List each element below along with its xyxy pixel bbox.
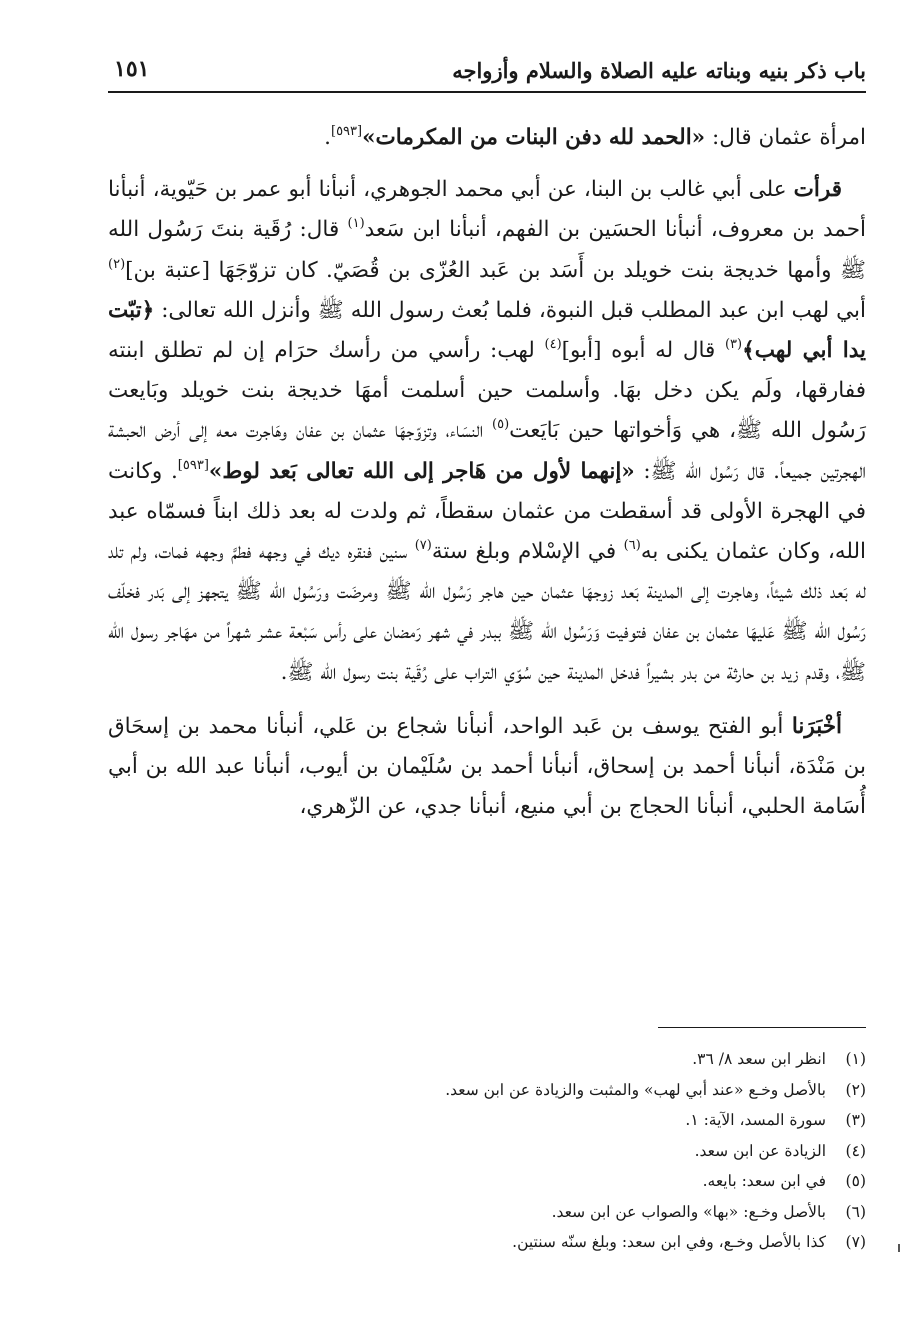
hadith-reference: [٥٩٣] [177, 457, 209, 473]
running-header [108, 56, 866, 90]
footnote-marker[interactable]: (٥) [492, 417, 510, 433]
main-text [108, 118, 866, 827]
text-run: على أبي غالب بن البنا، عن أبي محمد الجوهري، أنبأنا أبو عمر بن حَيّوية، أنبأنا أحمد بن معروف، أنبأنا الحسَين بن الفهم، أنبأنا ابن سَعد [108, 177, 866, 243]
footnote-item [280, 1197, 866, 1228]
paragraph-ruqayya [108, 170, 866, 693]
text-run: أبو الفتح يوسف بن عَبد الواحد، أنبأنا شجاع بن عَلي، أنبأنا محمد بن إسحَاق بن مَنْدَة، أنبأنا أحمد بن إسحاق، أنبأنا أحمد بن سُلَيْمان بن أيوب، أنبأنا عبد الله بن أبي أُسَامة الحلبي، أنبأنا الحجاج بن أبي منيع، أنبأنا جدي، عن الزّهري، [108, 713, 866, 820]
hadith-reference: [٥٩٣] [331, 124, 363, 139]
footnote-divider [658, 1027, 866, 1028]
paragraph-isnad [108, 707, 866, 828]
footnote-text: بالأصل وخـع: «بها» والصواب عن ابن سعد. [551, 1202, 826, 1221]
lead-word: قرأت [793, 177, 842, 203]
text-run: . وكانت في الهجرة الأولى قد أسقطت من عثمان سقطاً، ثم ولدت له بعد ذلك ابناً فسمّاه عبد الله، وكان عثمان يكنى به [108, 458, 866, 565]
footnote-marker[interactable]: (١) [347, 216, 365, 232]
hadith-quotation: «إنهما لأول من هَاجر إلى الله تعالى بَعد لوط» [208, 458, 635, 484]
text-run: لهب: رأسي من رأسك حرَام إن لم تطلق ابنته ففارقها، ولَم يكن دخل بهَا. وأسلمت حين أسلمت أمهَا خديجة بنت خويلد وبَايعت رَسُول الله ﷺ، هي وَأخواتها حين بَايَعت [108, 338, 866, 444]
margin-tick [898, 1244, 900, 1252]
text-run: في الإسْلام وبلغ ستة [431, 539, 624, 565]
text-run: قال: رُقَية بنتَ رَسُول الله ﷺ وأمها خديجة بنت خويلد بن أَسَد بن عَبد العُزّى بن قُصَيّ. كان تزوّجَهَا [عتبة بن] [108, 217, 866, 283]
footnote-number: (٣) [845, 1111, 866, 1129]
text-run: سنين فنقره ديك في وجهه فطمَّ وجهه فمات، ولم تلد له بَعد ذلك شيئاً، وهاجرت إلى المدينة بَعد زوجهَا عثمان حين هاجر رَسُول الله ﷺ ومرضَت ورَسُول الله ﷺ يتجهز إلى بَدر فخلّف رَسُول الله ﷺ عَليهَا عثمان بن عفان فتوفيت وَرَسُول الله ﷺ ببدر في شهر رَمضان على رأس سَبْعة عشر شهراً من مهَاجر رسول الله ﷺ، وقدم زيد بن حارثة من بدر بشيراً فدخل المدينة حين سُوّي التراب على رُقَية بنت رسول الله ﷺ. [108, 539, 866, 685]
footnote-text: انظر ابن سعد ٨/ ٣٦. [692, 1050, 826, 1068]
footnote-item [280, 1166, 866, 1197]
paragraph-gap [108, 158, 866, 170]
footnote-item [280, 1227, 866, 1258]
footnote-item [280, 1075, 866, 1106]
footnote-number: (٢) [845, 1080, 866, 1099]
footnote-marker[interactable]: (٤) [544, 337, 562, 353]
footnote-text: بالأصل وخـع «عند أبي لهب» والمثبت والزيادة عن ابن سعد. [445, 1080, 826, 1099]
quotation: «الحمد لله دفن البنات من المكرمات» [362, 125, 706, 150]
footnote-text: كذا بالأصل وخـع، وفي ابن سعد: وبلغ سنّه سنتين. [512, 1233, 826, 1251]
footnote-marker[interactable]: (٧) [414, 538, 432, 554]
footnote-marker[interactable]: (٣) [724, 337, 743, 353]
footnote-item [280, 1044, 866, 1075]
footnotes-list [280, 1044, 866, 1258]
footnote-item [280, 1105, 866, 1136]
footnote-number: (٧) [845, 1233, 866, 1251]
footnote-number: (٤) [845, 1141, 866, 1160]
text-run: قال له أبوه [أبو] [561, 338, 725, 364]
header-divider [108, 91, 866, 93]
text-run: أبي لهب ابن عبد المطلب قبل النبوة، فلما بُعث رسول الله ﷺ وأنزل الله تعالى: [154, 297, 866, 323]
footnote-text: الزيادة عن ابن سعد. [694, 1141, 826, 1160]
footnote-number: (٦) [845, 1202, 866, 1221]
text-run: النسَاء، وتزوّجهَا عثمان بن عفان وهَاجرت معه إلى أرض الحبشة الهجرتين جميعاً. قال رَسُول الله ﷺ: [108, 418, 866, 484]
lead-word: أخْبَرَنا [791, 713, 842, 739]
footnote-item [280, 1136, 866, 1167]
page-number: ١٥١ [114, 56, 150, 82]
text-run: . [324, 125, 331, 150]
footnote-number: (١) [845, 1050, 866, 1068]
footnote-text: في ابن سعد: بايعه. [702, 1172, 826, 1190]
quran-quotation: ﴿تبّت يدا أبي لهب﴾ [108, 297, 866, 364]
text-run: امرأة عثمان قال: [705, 125, 866, 150]
chapter-title: باب ذكر بنيه وبناته عليه الصلاة والسلام وأزواجه [452, 58, 866, 83]
footnote-marker[interactable]: (٦) [623, 538, 641, 554]
paragraph-continuation [108, 118, 866, 158]
footnote-number: (٥) [845, 1172, 866, 1190]
footnote-marker[interactable]: (٢) [108, 256, 126, 272]
paragraph-gap [108, 693, 866, 707]
footnote-text: سورة المسد، الآية: ١. [685, 1111, 826, 1129]
